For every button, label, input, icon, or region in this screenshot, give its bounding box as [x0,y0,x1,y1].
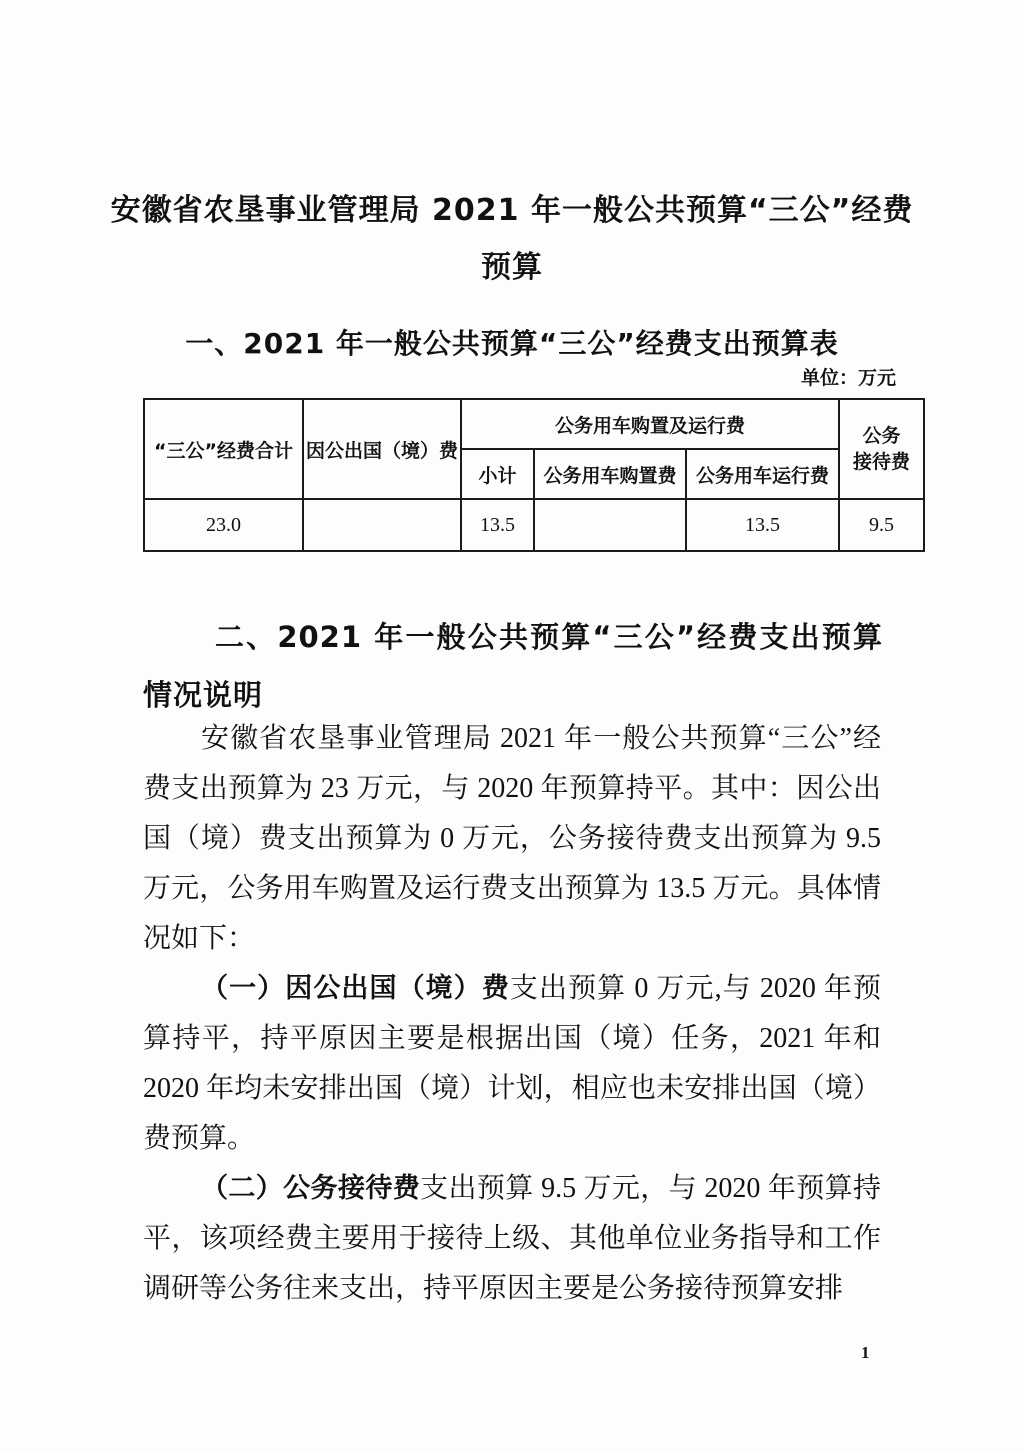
paragraph-item2-body: 支出预算 9.5 万元，与 2020 年预算持平，该项经费主要用于接待上级、其他单位业务指导和工作调研等公务往来支出，持平原因主要是公务接待预算安排 [143,1173,881,1304]
paragraph-item1-body: 支出预算 0 万元,与 2020 年预算持平，持平原因主要是根据出国（境）任务，2021 年和 2020 年均未安排出国（境）计划，相应也未安排出国（境）费预算。 [143,973,881,1154]
page-number: 1 [861,1343,870,1362]
budget-table [143,398,925,552]
table-data-row [144,499,924,551]
header-abroad: 因公出国（境）费 [303,399,461,499]
header-total: “三公”经费合计 [144,399,303,499]
paragraph-item2 [143,1164,881,1314]
cell-subtotal: 13.5 [461,499,534,551]
header-vehicle-group: 公务用车购置及运行费 [461,399,839,449]
unit-label: 单位：万元 [800,367,896,389]
header-operation: 公务用车运行费 [686,449,839,499]
header-subtotal: 小计 [461,449,534,499]
cell-abroad [303,499,461,551]
section1-heading: 一、2021 年一般公共预算“三公”经费支出预算表 [185,327,839,360]
cell-total: 23.0 [144,499,303,551]
document-title-line1: 安徽省农垦事业管理局 2021 年一般公共预算“三公”经费 [110,193,914,228]
cell-purchase [534,499,686,551]
paragraph-item1-lead: （一）因公出国（境）费 [201,973,510,1004]
header-reception [839,399,924,499]
section2-heading: 二、2021 年一般公共预算“三公”经费支出预算情况说明 [143,620,883,712]
paragraph-overview: 安徽省农垦事业管理局 2021 年一般公共预算“三公”经费支出预算为 23 万元，与 2020 年预算持平。其中：因公出国（境）费支出预算为 0 万元，公务接待费支出预算为 9.5 万元，公务用车购置及运行费支出预算为 13.5 万元。具体情况如下： [143,723,881,954]
document-title-line2: 预算 [481,250,543,285]
body-text [143,714,881,1314]
header-reception-line1: 公务 [862,425,901,447]
header-purchase: 公务用车购置费 [534,449,686,499]
cell-operation: 13.5 [686,499,839,551]
cell-reception: 9.5 [839,499,924,551]
table-header-row-1 [144,399,924,449]
header-reception-line2: 接待费 [853,451,911,473]
document-title [0,182,1024,296]
paragraph-item1 [143,964,881,1164]
paragraph-item2-lead: （二）公务接待费 [201,1173,421,1204]
